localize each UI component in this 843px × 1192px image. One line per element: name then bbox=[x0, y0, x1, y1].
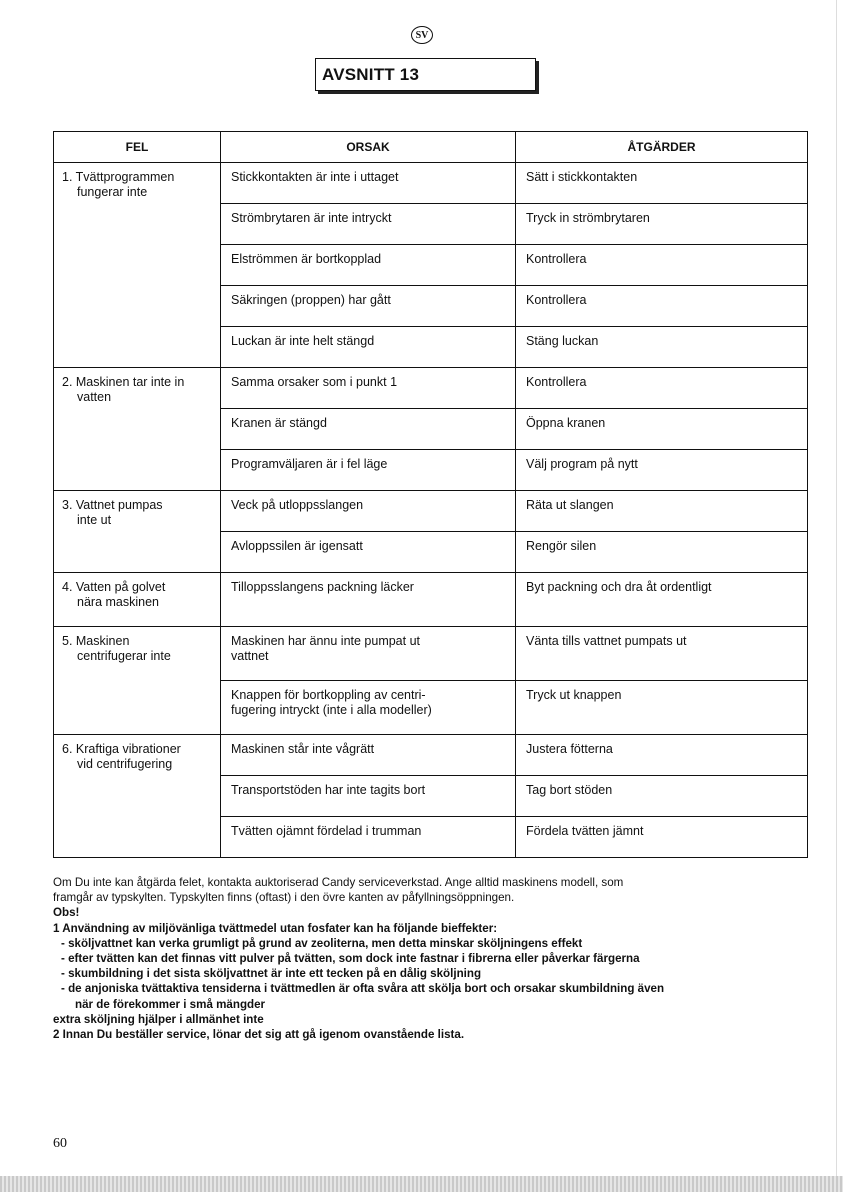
table-row bbox=[54, 163, 808, 204]
table-row bbox=[54, 368, 808, 409]
fault-line: inte ut bbox=[77, 513, 112, 527]
fault-cell bbox=[54, 735, 221, 858]
cause-cell: Tilloppsslangens packning läcker bbox=[221, 573, 516, 627]
cause-cell: Transportstöden har inte tagits bort bbox=[221, 776, 516, 817]
fault-cell bbox=[54, 573, 221, 627]
table-row bbox=[54, 491, 808, 532]
cause-cell bbox=[221, 681, 516, 735]
fault-line: fungerar inte bbox=[77, 185, 148, 199]
action-cell: Justera fötterna bbox=[516, 735, 808, 776]
action-cell: Kontrollera bbox=[516, 245, 808, 286]
action-cell: Stäng luckan bbox=[516, 327, 808, 368]
cause-cell: Programväljaren är i fel läge bbox=[221, 450, 516, 491]
cause-cell: Maskinen står inte vågrätt bbox=[221, 735, 516, 776]
fault-line: centrifugerar inte bbox=[77, 649, 171, 663]
troubleshooting-table bbox=[53, 131, 808, 858]
scan-edge bbox=[836, 0, 837, 1176]
notes-bullet: - sköljvattnet kan verka grumligt på grund av zeoliterna, men detta minskar sköljningens effekt bbox=[61, 936, 583, 950]
action-cell: Tryck ut knappen bbox=[516, 681, 808, 735]
cause-cell: Luckan är inte helt stängd bbox=[221, 327, 516, 368]
action-cell: Sätt i stickkontakten bbox=[516, 163, 808, 204]
cause-cell: Säkringen (proppen) har gått bbox=[221, 286, 516, 327]
notes-intro: Om Du inte kan åtgärda felet, kontakta auktoriserad Candy serviceverkstad. Ange alltid maskinens modell, som bbox=[53, 876, 624, 889]
action-cell: Rengör silen bbox=[516, 532, 808, 573]
action-cell: Tryck in strömbrytaren bbox=[516, 204, 808, 245]
cause-line: Maskinen har ännu inte pumpat ut bbox=[231, 634, 421, 648]
fault-line: vid centrifugering bbox=[77, 757, 173, 771]
cause-cell: Tvätten ojämnt fördelad i trumman bbox=[221, 817, 516, 858]
notes-intro: framgår av typskylten. Typskylten finns (oftast) i den övre kanten av påfyllningsöppningen. bbox=[53, 891, 515, 905]
header-orsak: ORSAK bbox=[221, 132, 516, 163]
language-badge: SV bbox=[411, 26, 433, 44]
cause-line: vattnet bbox=[231, 649, 269, 663]
table-row bbox=[54, 573, 808, 627]
cause-cell: Stickkontakten är inte i uttaget bbox=[221, 163, 516, 204]
table-row bbox=[54, 627, 808, 681]
cause-cell: Kranen är stängd bbox=[221, 409, 516, 450]
action-cell: Kontrollera bbox=[516, 368, 808, 409]
section-title: AVSNITT 13 bbox=[315, 58, 536, 91]
action-cell: Öppna kranen bbox=[516, 409, 808, 450]
fault-line: 2. Maskinen tar inte in bbox=[62, 375, 185, 389]
fault-cell bbox=[54, 491, 221, 573]
fault-line: nära maskinen bbox=[77, 595, 159, 609]
notes-point-2: 2 Innan Du beställer service, lönar det sig att gå igenom ovanstående lista. bbox=[53, 1028, 465, 1042]
fault-line: 3. Vattnet pumpas bbox=[62, 498, 163, 512]
header-atgarder: ÅTGÄRDER bbox=[516, 132, 808, 163]
notes-bullet: - de anjoniska tvättaktiva tensiderna i tvättmedlen är ofta svåra att skölja bort och orsakar skumbildning även bbox=[61, 982, 665, 996]
action-cell: Räta ut slangen bbox=[516, 491, 808, 532]
cause-cell: Avloppssilen är igensatt bbox=[221, 532, 516, 573]
fault-line: 6. Kraftiga vibrationer bbox=[62, 742, 181, 756]
action-cell: Byt packning och dra åt ordentligt bbox=[516, 573, 808, 627]
cause-cell: Samma orsaker som i punkt 1 bbox=[221, 368, 516, 409]
notes-bullet: - efter tvätten kan det finnas vitt pulver på tvätten, som dock inte fastnar i fibrerna eller påverkar färgerna bbox=[61, 952, 640, 966]
fault-line: 1. Tvättprogrammen bbox=[62, 170, 175, 184]
notes-obs: Obs! bbox=[53, 906, 80, 920]
fault-line: vatten bbox=[77, 390, 112, 404]
fault-cell bbox=[54, 627, 221, 735]
action-cell: Välj program på nytt bbox=[516, 450, 808, 491]
action-cell: Tag bort stöden bbox=[516, 776, 808, 817]
notes-bullet: när de förekommer i små mängder bbox=[75, 997, 266, 1011]
action-cell: Vänta tills vattnet pumpats ut bbox=[516, 627, 808, 681]
notes-point-1: 1 Användning av miljövänliga tvättmedel utan fosfater kan ha följande bieffekter: bbox=[53, 921, 498, 935]
table-row bbox=[54, 735, 808, 776]
action-cell: Kontrollera bbox=[516, 286, 808, 327]
header-fel: FEL bbox=[54, 132, 221, 163]
action-cell: Fördela tvätten jämnt bbox=[516, 817, 808, 858]
scan-strip bbox=[0, 1176, 843, 1192]
page-number: 60 bbox=[53, 1136, 67, 1151]
table-header-row bbox=[54, 132, 808, 163]
notes-extra: extra sköljning hjälper i allmänhet inte bbox=[53, 1012, 264, 1026]
cause-line: fugering intryckt (inte i alla modeller) bbox=[231, 703, 432, 717]
fault-line: 5. Maskinen bbox=[62, 634, 130, 648]
notes-bullet: - skumbildning i det sista sköljvattnet är inte ett tecken på en dålig sköljning bbox=[61, 967, 482, 981]
notes-section bbox=[53, 875, 813, 1042]
cause-line: Knappen för bortkoppling av centri- bbox=[231, 688, 426, 702]
cause-cell: Strömbrytaren är inte intryckt bbox=[221, 204, 516, 245]
fault-cell bbox=[54, 163, 221, 368]
fault-line: 4. Vatten på golvet bbox=[62, 580, 166, 594]
cause-cell: Elströmmen är bortkopplad bbox=[221, 245, 516, 286]
fault-cell bbox=[54, 368, 221, 491]
cause-cell: Veck på utloppsslangen bbox=[221, 491, 516, 532]
cause-cell bbox=[221, 627, 516, 681]
